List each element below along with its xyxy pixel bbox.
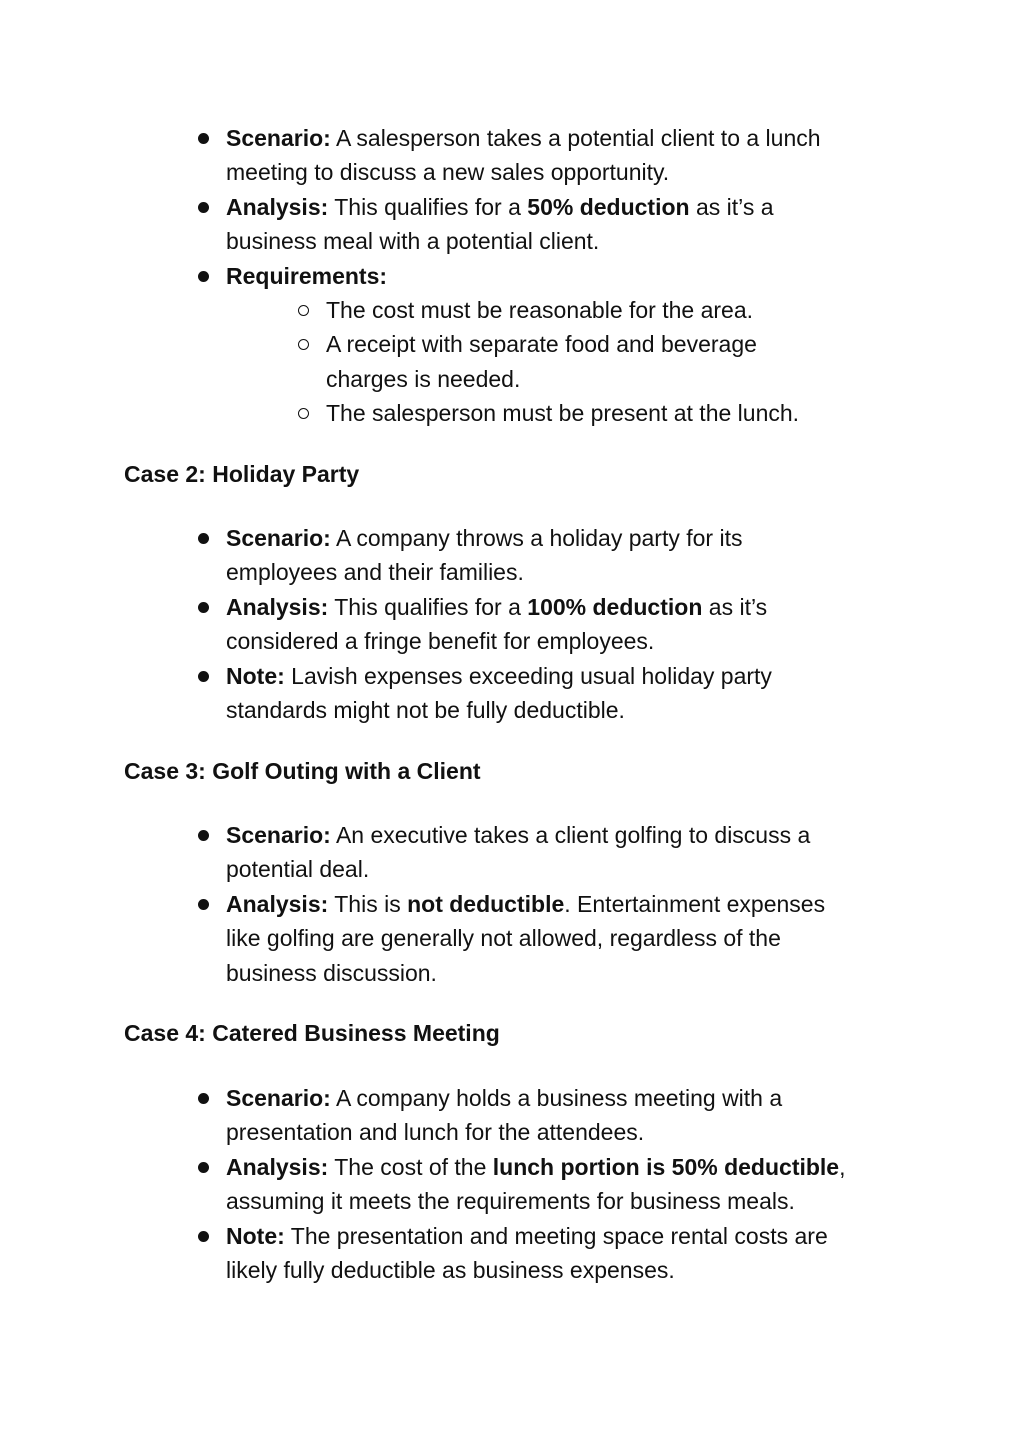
bullet-icon <box>197 1150 213 1184</box>
item-label: Note: <box>226 1222 285 1249</box>
item-label: Analysis: <box>226 890 329 917</box>
bullet-icon <box>197 818 213 852</box>
item-text: considered a fringe benefit for employees. <box>226 628 655 655</box>
case2-analysis-item <box>0 590 772 659</box>
case3-list <box>0 818 825 990</box>
circle-bullet-icon <box>298 396 314 430</box>
case3-analysis-item <box>0 887 825 990</box>
bullet-icon <box>197 590 213 624</box>
circle-bullet-icon <box>298 327 314 361</box>
bullet-line <box>0 121 821 155</box>
case2-scenario-item <box>0 521 772 590</box>
item-label: Note: <box>226 662 285 689</box>
case2-list <box>0 521 772 727</box>
item-text: like golfing are generally not allowed, regardless of the <box>226 925 781 952</box>
item-text: charges is needed. <box>326 365 521 392</box>
circle-bullet-icon <box>298 293 314 327</box>
item-text: Lavish expenses exceeding usual holiday party <box>291 662 772 689</box>
bullet-icon <box>197 659 213 693</box>
case4-heading: Case 4: Catered Business Meeting <box>124 1020 500 1046</box>
requirement-item <box>0 396 821 430</box>
case1-list <box>0 121 821 431</box>
case1-analysis-item <box>0 190 821 259</box>
item-text: The cost must be reasonable for the area. <box>326 297 754 324</box>
item-text: as it’s a <box>695 193 774 220</box>
item-text: The cost of the <box>334 1153 487 1180</box>
bullet-icon <box>197 1081 213 1115</box>
item-label: Requirements: <box>226 262 388 289</box>
bullet-line <box>0 190 821 224</box>
item-text: The presentation and meeting space rental costs are <box>290 1222 828 1249</box>
case4-note-item <box>0 1219 846 1288</box>
item-text: , <box>839 1153 846 1180</box>
item-text: employees and their families. <box>226 559 524 586</box>
item-text: . Entertainment expenses <box>564 890 826 917</box>
requirements-sublist <box>0 293 821 431</box>
case3-heading: Case 3: Golf Outing with a Client <box>124 758 481 784</box>
item-text: A company throws a holiday party for its <box>335 525 743 551</box>
item-text: potential deal. <box>226 856 370 883</box>
item-label: Analysis: <box>226 593 329 620</box>
item-text: This is <box>334 890 401 917</box>
item-text: A receipt with separate food and beverage <box>326 331 757 358</box>
case2-note-item <box>0 659 772 728</box>
item-text: meeting to discuss a new sales opportunity. <box>226 159 670 186</box>
case3-scenario-item <box>0 818 825 887</box>
bullet-line <box>0 259 821 293</box>
bullet-icon <box>197 887 213 921</box>
item-text: business discussion. <box>226 959 437 986</box>
bullet-icon <box>197 1219 213 1253</box>
item-text: This qualifies for a <box>334 193 521 220</box>
item-label: Scenario: <box>226 822 331 848</box>
item-text: standards might not be fully deductible. <box>226 697 625 724</box>
emphasis-text: 50% deduction <box>527 193 690 220</box>
case4-list <box>0 1081 846 1287</box>
bullet-icon <box>197 190 213 224</box>
item-text: A company holds a business meeting with a <box>335 1085 783 1111</box>
case4-analysis-item <box>0 1150 846 1219</box>
item-text: An executive takes a client golfing to discuss a <box>335 822 811 848</box>
item-label: Analysis: <box>226 193 329 220</box>
emphasis-text: 100% deduction <box>527 593 703 620</box>
bullet-icon <box>197 121 213 155</box>
case4-scenario-item <box>0 1081 846 1150</box>
item-text: presentation and lunch for the attendees. <box>226 1119 645 1146</box>
item-text: likely fully deductible as business expenses. <box>226 1257 675 1284</box>
case2-heading: Case 2: Holiday Party <box>124 461 360 487</box>
item-text: business meal with a potential client. <box>226 228 600 255</box>
bullet-icon <box>197 259 213 293</box>
item-label: Scenario: <box>226 1085 331 1111</box>
case1-scenario-item <box>0 121 821 190</box>
requirement-item <box>0 327 821 396</box>
emphasis-text: not deductible <box>407 890 565 917</box>
item-text: A salesperson takes a potential client to a lunch <box>335 125 821 151</box>
emphasis-text: lunch portion is 50% deductible <box>492 1153 840 1180</box>
item-label: Analysis: <box>226 1153 329 1180</box>
item-text: as it’s <box>708 593 768 620</box>
item-text: assuming it meets the requirements for business meals. <box>226 1188 795 1215</box>
requirement-item <box>0 293 821 327</box>
item-label: Scenario: <box>226 125 331 151</box>
case1-requirements-item <box>0 259 821 431</box>
bullet-icon <box>197 521 213 555</box>
item-text: The salesperson must be present at the lunch. <box>326 400 800 427</box>
item-text: This qualifies for a <box>334 593 521 620</box>
item-label: Scenario: <box>226 525 331 551</box>
